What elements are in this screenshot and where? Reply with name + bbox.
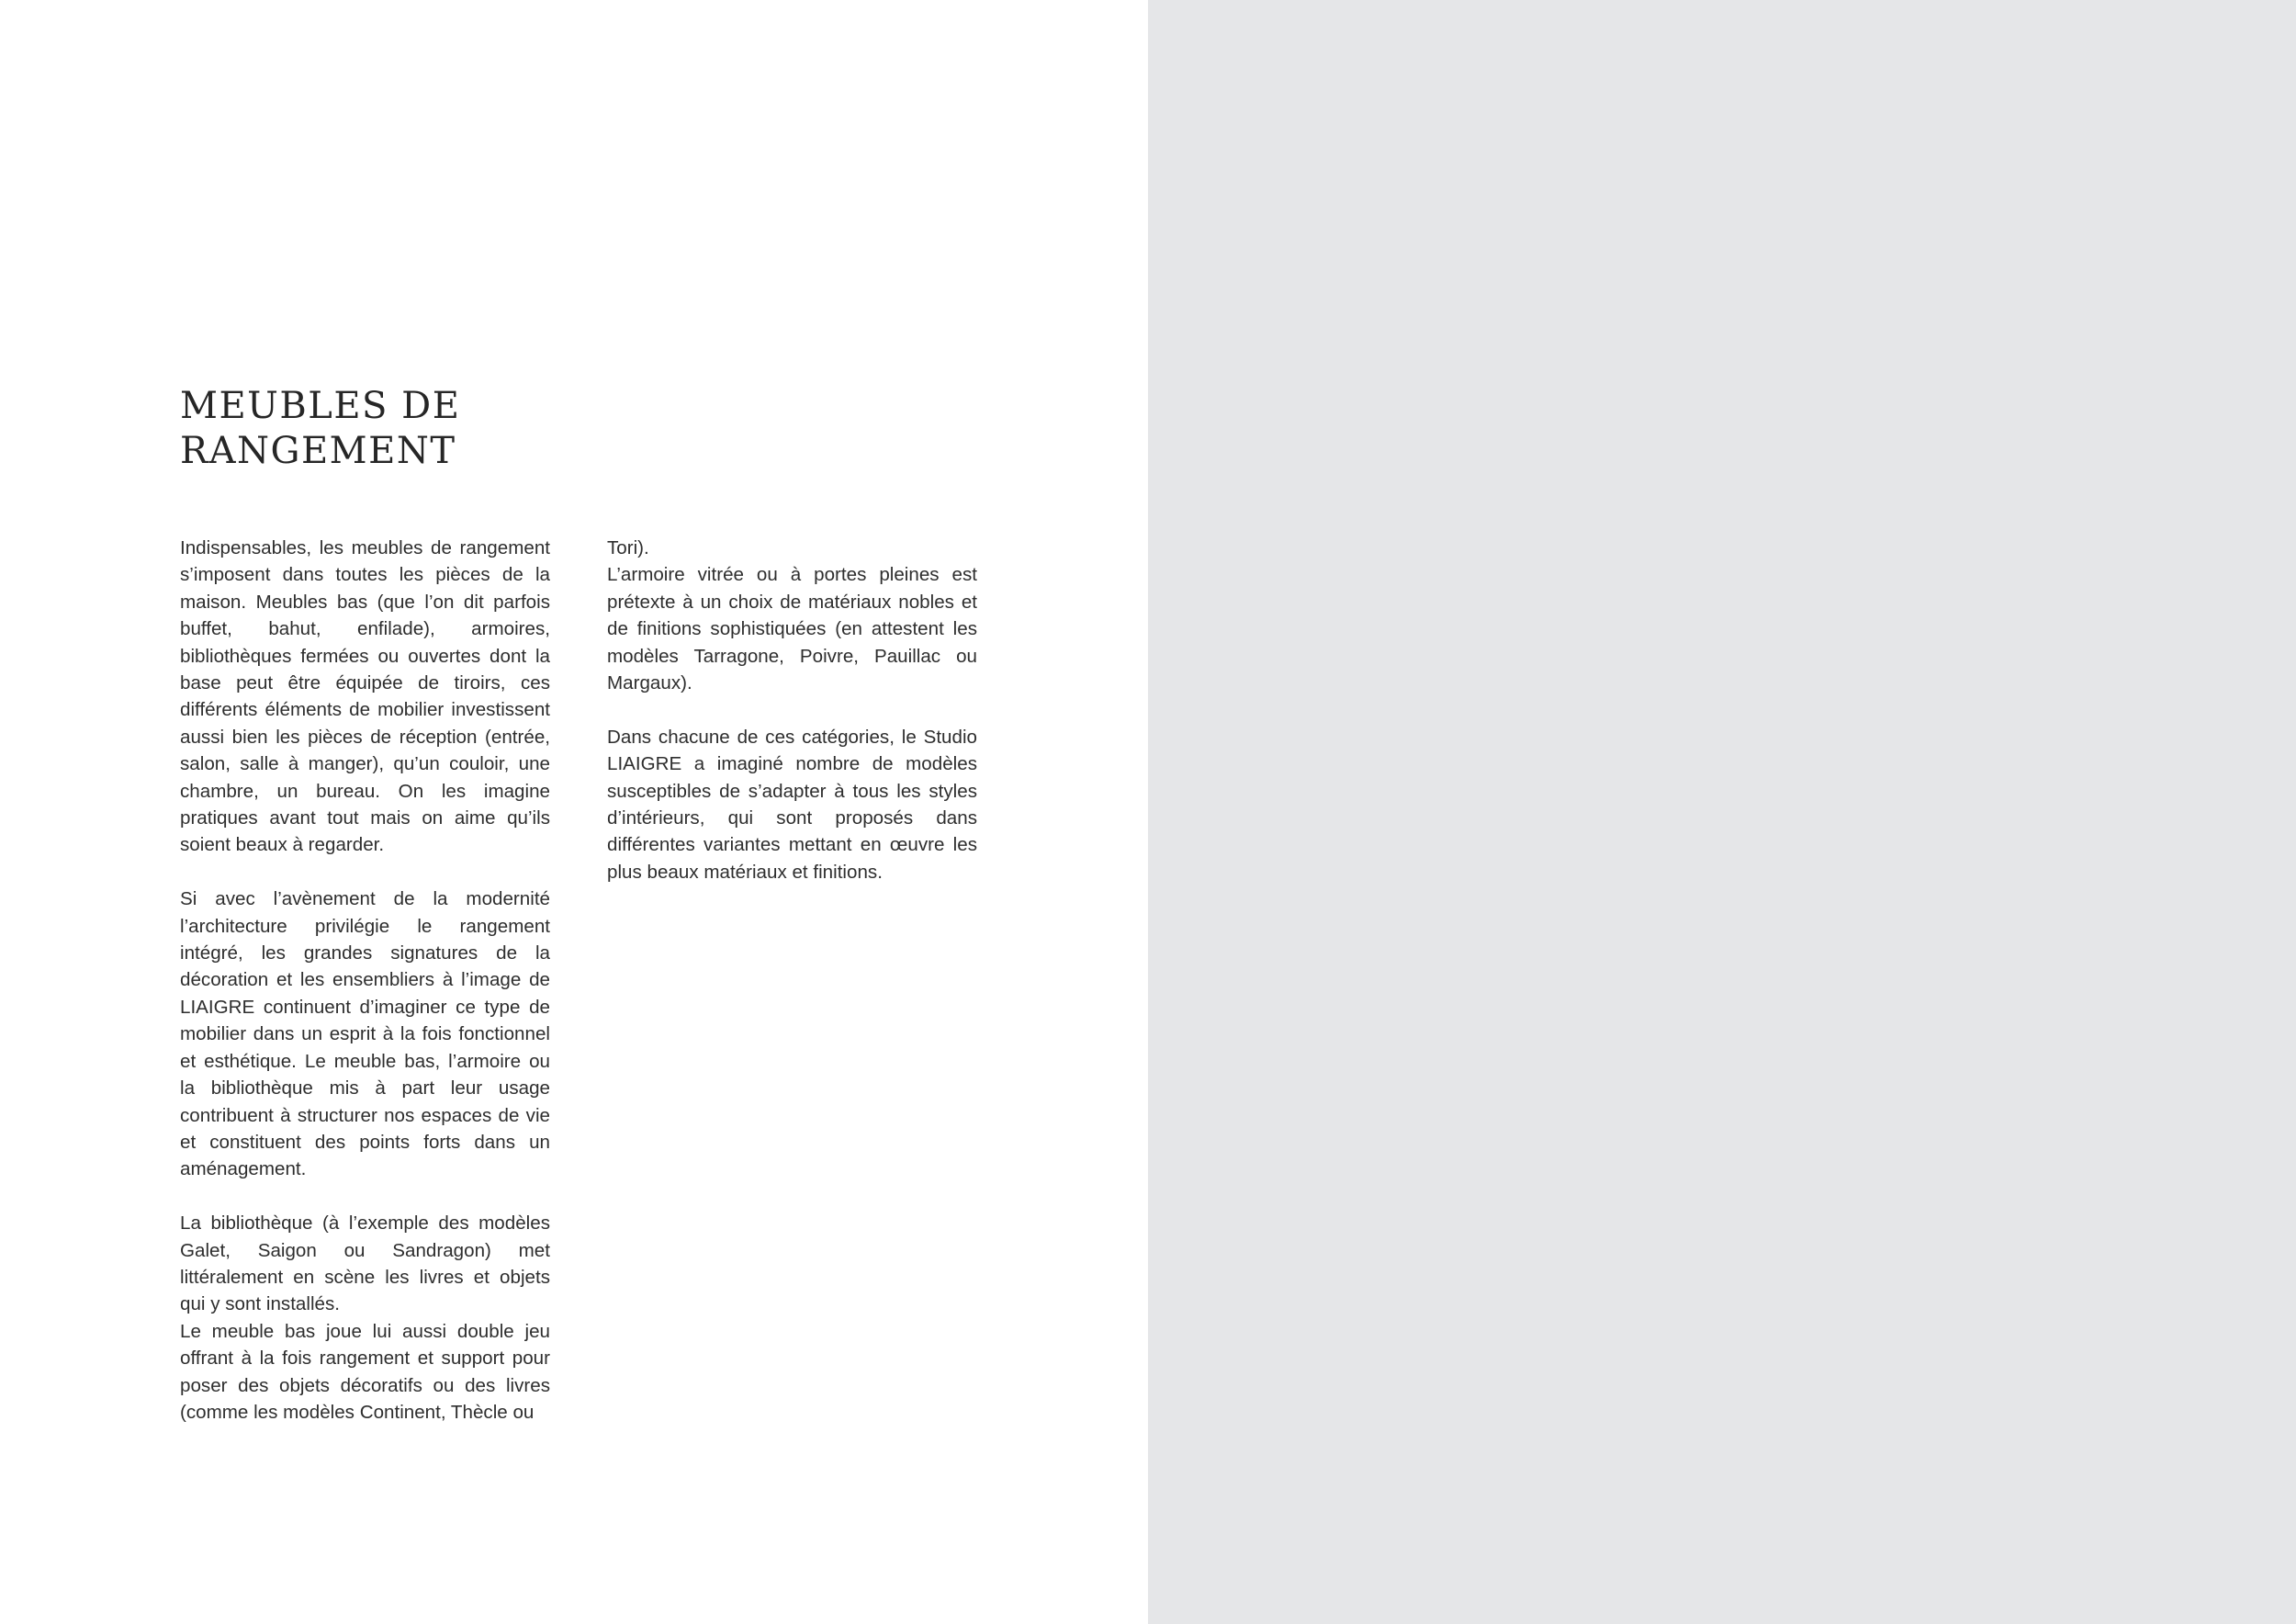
right-page-panel — [1148, 0, 2296, 1624]
page-title — [180, 384, 593, 474]
text-column-right — [607, 535, 977, 885]
paragraph: Si avec l’avènement de la modernité l’architecture privilégie le rangement intégré, les grandes signatures de la décoration et les ensembliers à l’image de LIAIGRE continuent d’imaginer ce type de mobilier dans un esprit à la fois fonctionnel et esthétique. Le meuble bas, l’armoire ou la bibliothèque mis à part leur usage contribuent à structurer nos espaces de vie et constituent des points forts dans un aménagement. — [180, 888, 550, 1180]
paragraph: La bibliothèque (à l’exemple des modèles Galet, Saigon ou Sandragon) met littéralement en scène les livres et objets qui y sont installés. — [180, 1212, 550, 1315]
page-title-line-2: RANGEMENT — [180, 430, 456, 472]
paragraph: Dans chacune de ces catégories, le Studio LIAIGRE a imaginé nombre de modèles susceptibles de s’adapter à tous les styles d’intérieurs, qui sont proposés dans différentes variantes mettant en œuvre les plus beaux matériaux et finitions. — [607, 726, 977, 883]
page-title-line-1: MEUBLES DE — [180, 385, 461, 427]
paragraph: Tori). — [607, 537, 649, 558]
paragraph: Indispensables, les meubles de rangement s’imposent dans toutes les pièces de la maison. Meubles bas (que l’on dit parfois buffet, bahut, enfilade), armoires, bibliothèques fermées ou ouvertes dont la base peut être équipée de tiroirs, ces différents éléments de mobilier investissent aussi bien les pièces de réception (entrée, salon, salle à manger), qu’un couloir, une chambre, un bureau. On les imagine pratiques avant tout mais on aime qu’ils soient beaux à regarder. — [180, 537, 550, 856]
paragraph: Le meuble bas joue lui aussi double jeu offrant à la fois rangement et support pour poser des objets décoratifs ou des livres (comme les modèles Continent, Thècle ou — [180, 1320, 550, 1423]
text-column-left — [180, 535, 550, 1426]
paragraph: L’armoire vitrée ou à portes pleines est prétexte à un choix de matériaux nobles et de finitions sophistiquées (en attestent les modèles Tarragone, Poivre, Pauillac ou Margaux). — [607, 564, 977, 694]
